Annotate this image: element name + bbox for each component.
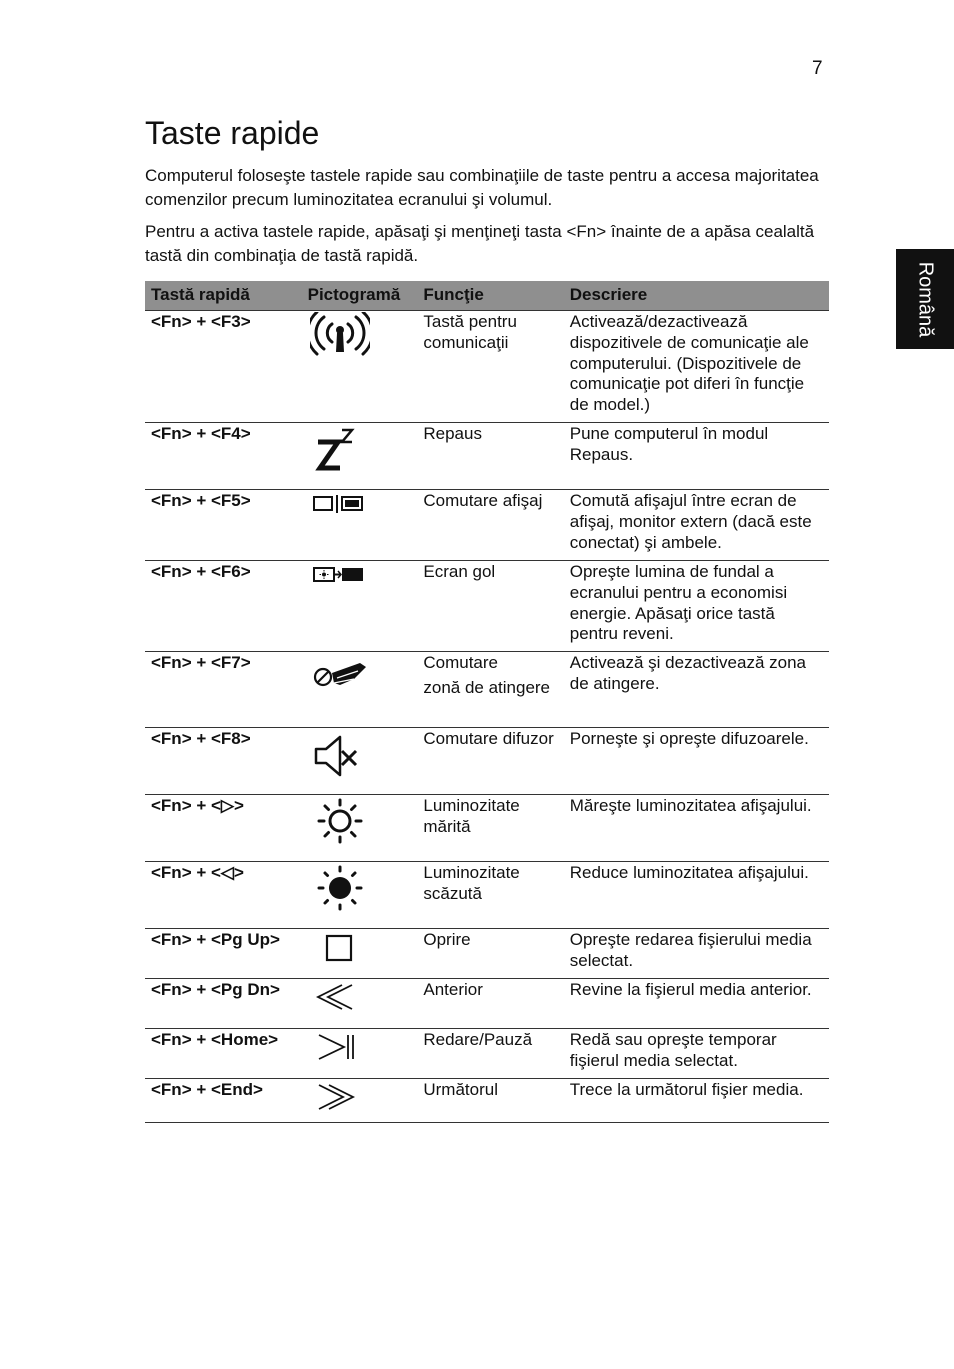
table-row (145, 490, 829, 561)
table-row (145, 311, 829, 423)
hotkey-cell: <Fn> + <Pg Up> (145, 929, 302, 979)
description-cell: Opreşte redarea fişierului media selectat. (564, 929, 829, 979)
header-description: Descriere (564, 281, 829, 311)
table-row (145, 728, 829, 795)
display-toggle-icon (310, 491, 370, 517)
function-cell: Comutare difuzor (417, 728, 563, 795)
page-number: 7 (812, 58, 823, 79)
table-row (145, 862, 829, 929)
table-row (145, 561, 829, 652)
intro-paragraph-1: Computerul foloseşte tastele rapide sau combinaţiile de taste pentru a accesa majoritatea comenzilor precum luminozitatea ecranului şi volumul. (145, 166, 819, 209)
table-row (145, 1029, 829, 1079)
hotkey-cell: <Fn> + <F6> (145, 561, 302, 652)
wireless-communication-icon (310, 312, 370, 358)
brightness-down-icon (310, 863, 370, 913)
function-cell: Ecran gol (417, 561, 563, 652)
screen-blank-icon (310, 562, 370, 588)
hotkey-cell: <Fn> + <Home> (145, 1029, 302, 1079)
page-title: Taste rapide (145, 115, 320, 151)
function-cell: Redare/Pauză (417, 1029, 563, 1079)
function-cell: Comutare (423, 653, 498, 672)
function-cell: Anterior (417, 979, 563, 1029)
touchpad-toggle-icon (310, 653, 370, 693)
description-cell: Comută afişajul între ecran de afişaj, monitor extern (dacă este conectat) şi ambele. (564, 490, 829, 561)
function-cell: Luminozitate mărită (417, 795, 563, 862)
stop-icon (310, 930, 370, 968)
description-cell: Trece la următorul fişier media. (564, 1079, 829, 1123)
description-cell: Activează/dezactivează dispozitivele de comunicaţie ale computerului. (Dispozitivele de comunicaţie pot diferi în funcţie de model.) (564, 311, 829, 423)
header-icon: Pictogramă (302, 281, 418, 311)
description-cell: Revine la fişierul media anterior. (564, 979, 829, 1029)
table-row (145, 652, 829, 728)
table-row (145, 929, 829, 979)
next-icon (310, 1080, 370, 1118)
hotkey-cell: <Fn> + <F3> (145, 311, 302, 423)
language-tab-label: Română (914, 261, 937, 337)
header-function: Funcţie (417, 281, 563, 311)
hotkey-cell: <Fn> + <F7> (145, 652, 302, 728)
previous-icon (310, 980, 370, 1018)
hotkey-cell: <Fn> + <End> (145, 1079, 302, 1123)
hotkey-cell: <Fn> + <F5> (145, 490, 302, 561)
description-cell: Redă sau opreşte temporar fişierul media selectat. (564, 1029, 829, 1079)
function-cell: Luminozitate scăzută (417, 862, 563, 929)
description-cell: Porneşte şi opreşte difuzoarele. (564, 728, 829, 795)
sleep-icon (310, 424, 370, 474)
table-row (145, 795, 829, 862)
hotkey-cell: <Fn> + <F4> (145, 423, 302, 490)
description-cell: Reduce luminozitatea afişajului. (564, 862, 829, 929)
speaker-mute-icon (310, 729, 370, 783)
description-cell: Opreşte lumina de fundal a ecranului pentru a economisi energie. Apăsaţi orice tastă pentru reveni. (564, 561, 829, 652)
play-pause-icon (310, 1030, 370, 1068)
language-tab (896, 249, 954, 349)
function-cell: Oprire (417, 929, 563, 979)
hotkey-cell: <Fn> + <Pg Dn> (145, 979, 302, 1029)
description-cell: Pune computerul în modul Repaus. (564, 423, 829, 490)
hotkey-cell: <Fn> + <F8> (145, 728, 302, 795)
intro-paragraph-2: Pentru a activa tastele rapide, apăsaţi şi menţineţi tasta <Fn> înainte de a apăsa cealaltă tastă din combinaţia de tastă rapidă. (145, 222, 815, 265)
header-hotkey: Tastă rapidă (145, 281, 302, 311)
function-cell-extra: zonă de atingere (423, 677, 551, 697)
function-cell: Următorul (417, 1079, 563, 1123)
hotkey-cell: <Fn> + <◁> (145, 862, 302, 929)
function-cell: Comutare afişaj (417, 490, 563, 561)
table-row (145, 423, 829, 490)
table-header-row (145, 281, 829, 311)
description-cell: Activează şi dezactivează zona de atingere. (564, 652, 829, 728)
hotkey-cell: <Fn> + <▷> (145, 795, 302, 862)
table-row (145, 1079, 829, 1123)
function-cell: Repaus (417, 423, 563, 490)
function-cell: Tastă pentru comunicaţii (417, 311, 563, 423)
brightness-up-icon (310, 796, 370, 846)
description-cell: Măreşte luminozitatea afişajului. (564, 795, 829, 862)
hotkeys-table (145, 281, 829, 1123)
table-row (145, 979, 829, 1029)
